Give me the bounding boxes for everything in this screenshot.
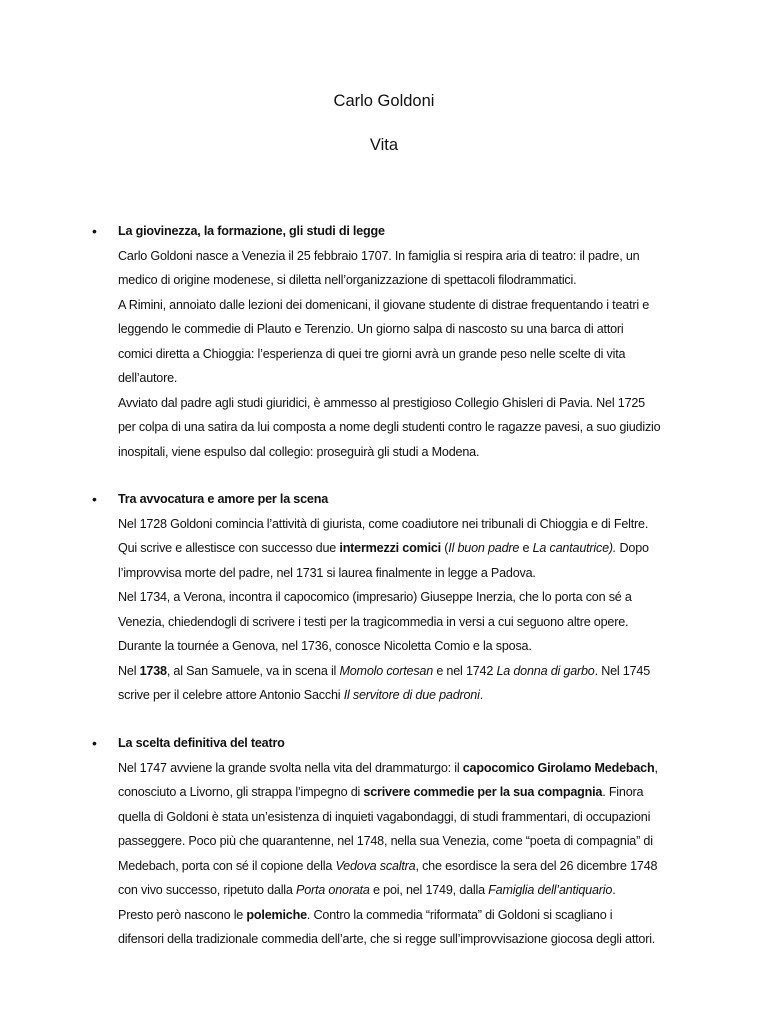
text-line: inospitali, viene espulso dal collegio: proseguirà gli studi a Modena. [118, 444, 480, 459]
section-content [118, 487, 702, 708]
text-line: medico di origine modenese, si diletta nell’organizzazione di spettacoli filodrammatici. [118, 273, 577, 287]
text-line: conosciuto a Livorno, gli strappa l’impegno di scrivere commedie per la sua compagnia. Finora [118, 785, 644, 799]
work-title: Il buon padre [448, 541, 520, 555]
section-heading: Tra avvocatura e amore per la scena [118, 492, 329, 506]
work-title: Porta onorata [296, 883, 370, 897]
section-content [118, 731, 702, 952]
work-title: La cantautrice). [532, 541, 617, 555]
document-subtitle: Vita [369, 136, 399, 154]
text-line: l’improvvisa morte del padre, nel 1731 si laurea finalmente in legge a Padova. [118, 565, 536, 580]
section-heading: La scelta definitiva del teatro [118, 736, 285, 750]
emphasis-bold: intermezzi comici [339, 541, 441, 555]
work-title: Momolo cortesan [339, 663, 434, 678]
text-line: per colpa di una satira da lui composta a nome degli studenti contro le ragazze pavesi, a suo giudizio [118, 420, 661, 434]
text-line: Carlo Goldoni nasce a Venezia il 25 febbraio 1707. In famiglia si respira aria di teatro: il padre, un [118, 248, 640, 263]
section-heading: La giovinezza, la formazione, gli studi di legge [118, 224, 385, 238]
text-line: con vivo successo, ripetuto dalla Porta onorata e poi, nel 1749, dalla Famiglia dell’antiquario. [118, 883, 616, 897]
work-title: Famiglia dell’antiquario [488, 883, 613, 897]
text-line: scrive per il celebre attore Antonio Sacchi Il servitore di due padroni. [118, 688, 484, 702]
document-title: Carlo Goldoni [333, 92, 435, 110]
text-line: difensori della tradizionale commedia dell’arte, che si regge sull’improvvisazione giocosa degli attori. [118, 932, 656, 946]
text-line: Nel 1738, al San Samuele, va in scena il Momolo cortesan e nel 1742 La donna di garbo. Nel 1745 [118, 663, 651, 678]
bullet: • [92, 491, 97, 507]
emphasis-bold: scrivere commedie per la sua compagnia [363, 785, 603, 799]
work-title: Il servitore di due padroni [343, 688, 480, 702]
text-line: Presto però nascono le polemiche. Contro la commedia “riformata” di Goldoni si scagliano i [118, 907, 613, 922]
section-scelta-teatro [92, 731, 702, 952]
bullet: • [92, 735, 97, 751]
text-line: dell’autore. [118, 371, 178, 385]
section-content [118, 219, 702, 464]
text-line: Qui scrive e allestisce con successo due intermezzi comici (Il buon padre e La cantautrice). Dopo [118, 541, 649, 555]
text-line: A Rimini, annoiato dalle lezioni dei domenicani, il giovane studente di distrae frequentando i teatri e [118, 297, 650, 312]
emphasis-bold: capocomico Girolamo Medebach [462, 760, 655, 775]
text-line: Medebach, porta con sé il copione della Vedova scaltra, che esordisce la sera del 26 dicembre 1748 [118, 858, 658, 873]
text-line: Nel 1728 Goldoni comincia l’attività di giurista, come coadiutore nei tribunali di Chioggia e di Feltre. [118, 516, 649, 531]
text-line: leggendo le commedie di Plauto e Terenzio. Un giorno salpa di nascosto su una barca di attori [118, 322, 624, 336]
work-title: La donna di garbo [496, 663, 595, 678]
emphasis-bold: polemiche [246, 907, 307, 922]
text-line: comici diretta a Chioggia: l’esperienza di quei tre giorni avrà un grande peso nelle scelte di vita [118, 346, 626, 361]
work-title: Vedova scaltra [335, 858, 416, 873]
text-line: Venezia, chiedendogli di scrivere i testi per la tragicommedia in versi a cui seguono altre opere. [118, 614, 629, 629]
bullet: • [92, 223, 97, 239]
section-avvocatura [92, 487, 702, 708]
text-line: Nel 1734, a Verona, incontra il capocomico (impresario) Giuseppe Inerzia, che lo porta con sé a [118, 590, 632, 604]
text-line: passeggere. Poco più che quarantenne, nel 1748, nella sua Venezia, come “poeta di compagnia” di [118, 834, 653, 848]
text-line: quella di Goldoni è stata un’esistenza di inquieti vagabondaggi, di studi frammentari, di occupazioni [118, 809, 651, 824]
text-line: Durante la tournée a Genova, nel 1736, conosce Nicoletta Comio e la sposa. [118, 639, 532, 653]
section-giovinezza [92, 219, 702, 464]
text-line: Avviato dal padre agli studi giuridici, è ammesso al prestigioso Collegio Ghisleri di Pavia. Nel 1725 [118, 395, 645, 410]
text-line: Nel 1747 avviene la grande svolta nella vita del drammaturgo: il capocomico Girolamo Medebach, [118, 760, 658, 775]
emphasis-bold: 1738 [139, 663, 167, 678]
